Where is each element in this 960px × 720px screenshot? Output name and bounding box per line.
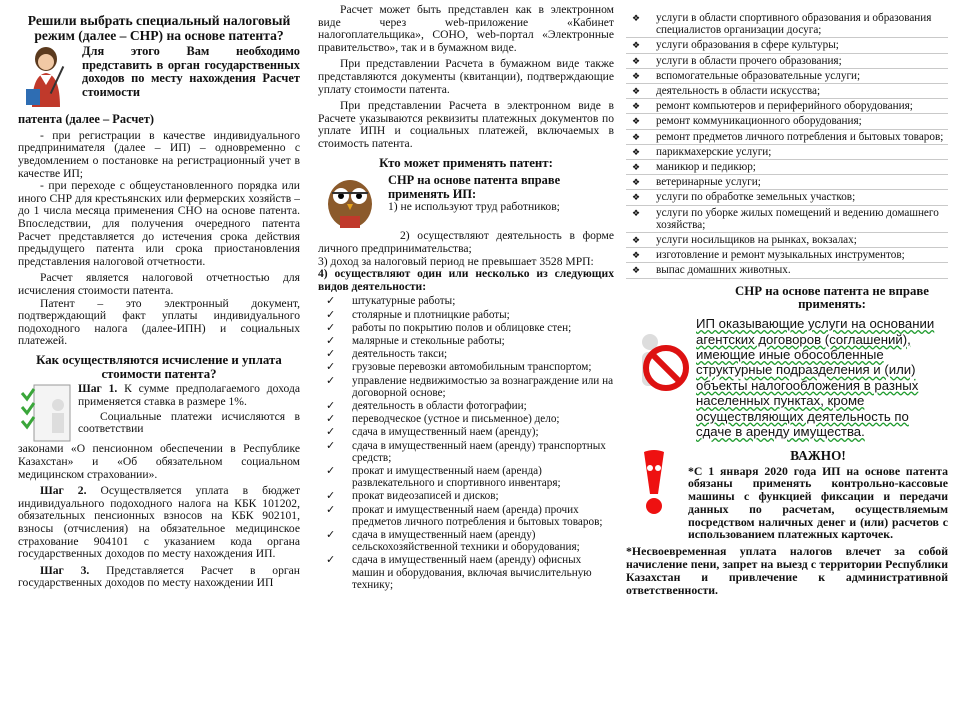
list-item: ✓ сдача в имущественный наем (аренду) сельскохозяйственной техники и оборудования;: [318, 529, 614, 553]
col2-paragraph-2: При представлении Расчета в бумажном виде также представляются документы (квитанции), подтверждающие уплату стоимости патента.: [318, 57, 614, 96]
patent-eligibility-heading: СНР на основе патента вправе применять ИП:: [388, 173, 561, 201]
list-item: ❖ ветеринарные услуги;: [626, 176, 948, 190]
list-item: ❖ изготовление и ремонт музыкальных инструментов;: [626, 249, 948, 263]
col2-paragraph-3: При представлении Расчета в электронном виде в Расчете указываются реквизиты платежных документов по уплате ИПН и социальных платежей, включаемых в стоимость патента.: [318, 99, 614, 150]
list-item: ❖ услуги образования в сфере культуры;: [626, 39, 948, 53]
list-item: ✓ штукатурные работы;: [318, 295, 614, 307]
condition-3: 3) доход за налоговый период не превышает 3528 МРП:: [318, 254, 594, 268]
condition-4: 4) осуществляют один или несколько из следующих видов деятельности:: [318, 267, 614, 293]
step-2-text: Осуществляется уплата в бюджет индивидуального подоходного налога на КБК 101202, обязательных пенсионных взносов на КБК 902101, взносы (отчисления) на обязательное медицинское страхование 904101 с указанием кода органа государственных доходов по месту нахождения ИП.: [18, 484, 300, 561]
prohibition-icon: [626, 330, 690, 400]
list-item: ❖ ремонт предметов личного потребления и бытовых товаров;: [626, 131, 948, 145]
list-item: ✓ сдача в имущественный наем (аренду) офисных машин и оборудования, включая вычислительную технику;: [318, 554, 614, 591]
list-item: ✓ грузовые перевозки автомобильным транспортом;: [318, 361, 614, 373]
list-item: ✓ прокат видеозаписей и дисков;: [318, 490, 614, 502]
list-item: ❖ ремонт компьютеров и периферийного оборудования;: [626, 100, 948, 114]
column-right: [626, 4, 948, 716]
important-note-1: *С 1 января 2020 года ИП на основе патента обязаны применять контрольно-кассовые машины с функцией фиксации и передачи данных по расчетам, осуществляемым посредством наличных денег и (или) расчетов с использованием платежных карточек.: [688, 463, 948, 542]
owl-illustration: [318, 172, 382, 230]
list-item: ✓ прокат и имущественный наем (аренда) развлекательного и спортивного инвентаря;: [318, 465, 614, 489]
condition-2: 2) осуществляют деятельность в форме личного предпринимательства;: [318, 229, 614, 255]
step-3-label: Шаг 3.: [40, 563, 90, 577]
brochure-title: Решили выбрать специальный налоговый режим (далее – СНР) на основе патента?: [27, 13, 291, 43]
activity-list-1: [318, 295, 614, 591]
list-item: ✓ управление недвижимостью за вознаграждение или на договорной основе;: [318, 375, 614, 399]
col2-paragraph-1: Расчет может быть представлен как в электронном виде через web-приложение «Кабинет налогоплательщика», СОНО, web-портал «Электронные правительство», так и в бумажном виде.: [318, 4, 614, 54]
list-item: ❖ ремонт коммуникационного оборудования;: [626, 115, 948, 129]
teacher-illustration: [18, 45, 78, 113]
list-item: ❖ деятельность в области искусства;: [626, 85, 948, 99]
list-item: ✓ деятельность в области фотографии;: [318, 400, 614, 412]
col1-paragraph-4: Патент – это электронный документ, подтверждающий факт уплаты индивидуального подоходного налога (далее-ИПН) и социальных платежей.: [18, 296, 300, 348]
list-item: ❖ вспомогательные образовательные услуги;: [626, 70, 948, 84]
list-item: ✓ сдача в имущественный наем (аренду);: [318, 426, 614, 438]
col1-paragraph-3: Расчет является налоговой отчетностью для исчисления стоимости патента.: [18, 271, 300, 297]
step-2-label: Шаг 2.: [40, 484, 87, 498]
step-1-rest: законами «О пенсионном обеспечении в Республике Казахстан» и «Об обязательном социальном медицинском страховании».: [18, 442, 300, 481]
step-1-content: [78, 383, 300, 443]
important-note-2: *Несвоевременная уплата налогов влечет за собой начисление пени, запрет на выезд с территории Республики Казахстан и привлечение к административной ответственности.: [626, 544, 948, 597]
important-content: [688, 448, 948, 542]
exclamation-icon: [626, 448, 682, 518]
who-can-apply-heading: Кто может применять патент:: [379, 155, 553, 170]
list-item: ❖ маникюр и педикюр;: [626, 161, 948, 175]
list-item: ✓ деятельность такси;: [318, 348, 614, 360]
owl-block: [318, 172, 614, 230]
list-item: ❖ услуги по уборке жилых помещений и ведению домашнего хозяйства;: [626, 207, 948, 233]
important-block: [626, 448, 948, 542]
intro-tail: патента (далее – Расчет): [18, 112, 155, 127]
not-allowed-text: ИП оказывающие услуги на основании агентских договоров (соглашений), имеющие иные обособленные структурные подразделения и (или) объекты налогообложения в разных населенных пунктах, кроме осуществляющих деятельность по сдаче в аренду имущества.: [696, 316, 935, 440]
step-1-cont: Социальные платежи исчисляются в соответствии: [78, 409, 300, 436]
intro-lead: Для этого Вам необходимо представить в орган государственных доходов по месту нахождения Расчет стоимости: [82, 44, 300, 99]
list-item: ❖ услуги в области спортивного образования и образования специалистов организации досуга;: [626, 12, 948, 38]
list-item: ✓ работы по покрытию полов и облицовке стен;: [318, 322, 614, 334]
list-item: ✓ сдача в имущественный наем (аренду) транспортных средств;: [318, 440, 614, 464]
list-item: ❖ услуги носильщиков на рынках, вокзалах;: [626, 234, 948, 248]
column-left: [18, 4, 300, 716]
calculation-heading: Как осуществляются исчисление и уплата стоимости патента?: [36, 352, 282, 381]
owl-content: [388, 172, 614, 213]
checklist-illustration: [18, 383, 74, 443]
list-item: ✓ прокат и имущественный наем (аренда) прочих предметов личного потребления и бытовых товаров;: [318, 504, 614, 528]
list-item: ✓ переводческое (устное и письменное) дело;: [318, 413, 614, 425]
col1-paragraph-2: - при переходе с общеустановленного порядка или иного СНР для крестьянских или фермерских хозяйств – до 1 числа месяца применения СНО на основе патента. Впоследствии, для получения очередного патента Расчет представляется до истечения срока действия предыдущего патента или срока приостановления представления налоговой отчетности.: [18, 179, 300, 268]
list-item: ✓ малярные и стекольные работы;: [318, 335, 614, 347]
list-item: ❖ услуги по обработке земельных участков;: [626, 191, 948, 205]
intro-block: [18, 45, 300, 113]
col1-paragraph-1: - при регистрации в качестве индивидуального предпринимателя (далее – ИП) – одновременно с уведомлением о постановке на регистрационный учет в качестве ИП;: [18, 128, 300, 180]
not-allowed-block: [626, 316, 948, 439]
list-item: ❖ выпас домашних животных.: [626, 264, 948, 278]
step-1-block: [18, 383, 300, 443]
step-3-text: Представляется Расчет в орган государственных доходов по месту нахождении ИП: [18, 563, 300, 590]
column-middle: [318, 4, 614, 716]
activity-list-2: [626, 12, 948, 279]
list-item: ❖ услуги в области прочего образования;: [626, 55, 948, 69]
condition-1: 1) не используют труд работников;: [388, 200, 560, 214]
list-item: ✓ столярные и плотницкие работы;: [318, 309, 614, 321]
step-1-label: Шаг 1.: [78, 382, 118, 396]
not-allowed-heading: СНР на основе патента не вправе применять:: [735, 283, 929, 312]
step-1-text: К сумме предполагаемого дохода применяется ставка в размере 1%.: [78, 382, 300, 409]
important-title: ВАЖНО!: [790, 447, 846, 463]
list-item: ❖ парикмахерские услуги;: [626, 146, 948, 160]
